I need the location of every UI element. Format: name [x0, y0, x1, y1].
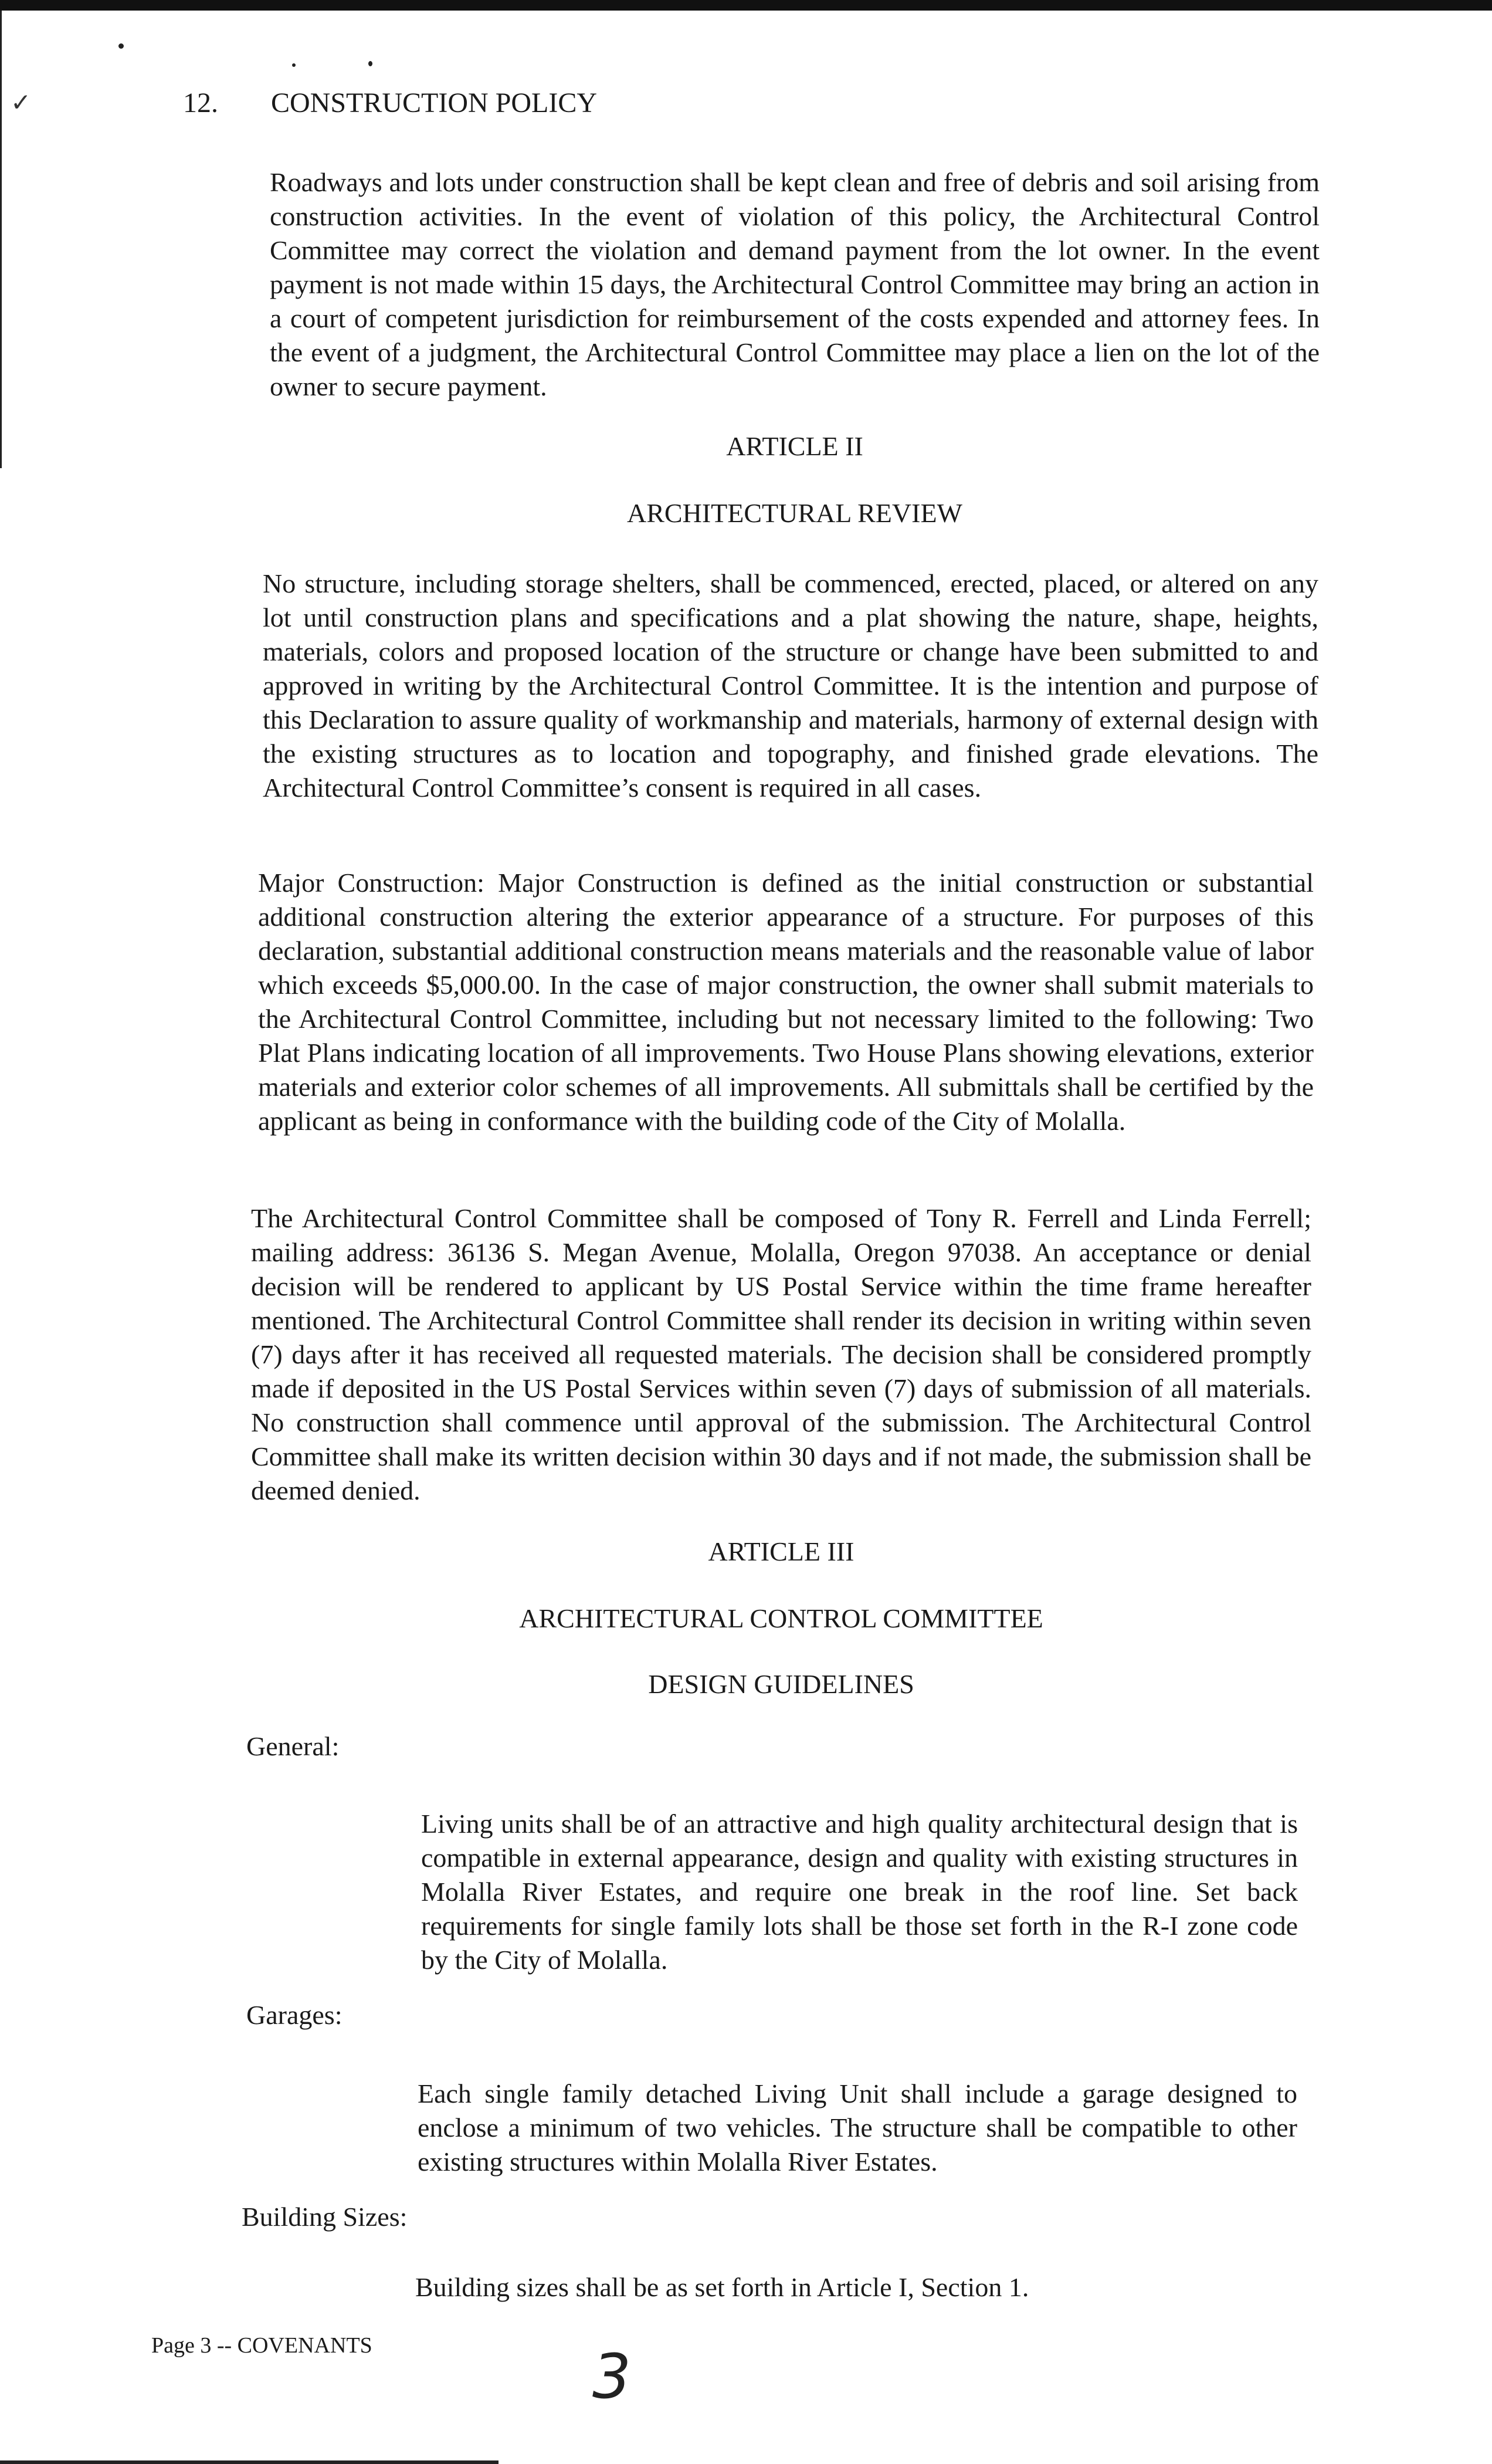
garages-label: Garages: [246, 2000, 343, 2030]
page-footer: Page 3 -- COVENANTS [151, 2333, 372, 2358]
architectural-review-paragraph-3: The Architectural Control Committee shall be composed of Tony R. Ferrell and Linda Ferrell; mailing address: 36136 S. Megan Avenue, Molalla, Oregon 97038. An acceptance or denial decision will be rendered to applicant by US Postal Service within the time frame hereafter mentioned. The Architectural Control Committee shall render its decision in writing within seven (7) days after it has received all requested materials. The decision shall be considered promptly made if deposited in the US Postal Services within seven (7) days of submission of all materials. No construction shall commence until approval of the submission. The Architectural Control Committee shall make its written decision within 30 days and if not made, the submission shall be deemed denied. [251, 1203, 1311, 1505]
building-sizes-text: Building sizes shall be as set forth in Article I, Section 1. [415, 2272, 1029, 2302]
garages-text: Each single family detached Living Unit shall include a garage designed to enclose a minimum of two vehicles. The structure shall be compatible to other existing structures within Molalla River Estates. [418, 2079, 1297, 2177]
article-3-subheading: ARCHITECTURAL CONTROL COMMITTEE [519, 1603, 1043, 1633]
scan-border-top [0, 0, 1492, 11]
construction-policy-paragraph: Roadways and lots under construction shall be kept clean and free of debris and soil arising from construction activities. In the event of violation of this policy, the Architectural Control Committee may correct the violation and demand payment from the lot owner. In the event payment is not made within 15 days, the Architectural Control Committee may bring an action in a court of competent jurisdiction for reimbursement of the costs expended and attorney fees. In the event of a judgment, the Architectural Control Committee may place a lien on the lot of the owner to secure payment. [270, 167, 1320, 401]
architectural-review-paragraph-1: No structure, including storage shelters, shall be commenced, erected, placed, or altered on any lot until construction plans and specifications and a plat showing the nature, shape, heights, materials, colors and proposed location of the structure or change have been submitted to and approved in writing by the Architectural Control Committee. It is the intention and purpose of this Declaration to assure quality of workmanship and materials, harmony of external design with the existing structures as to location and topography, and finished grade elevations. The Architectural Control Committee’s consent is required in all cases. [263, 568, 1318, 803]
general-text: Living units shall be of an attractive and high quality architectural design that is compatible in external appearance, design and quality with existing structures in Molalla River Estates, and require one break in the roof line. Set back requirements for single family lots shall be those set forth in the R-I zone code by the City of Molalla. [421, 1809, 1298, 1975]
design-guidelines-heading: DESIGN GUIDELINES [648, 1669, 914, 1699]
scan-border-left [0, 11, 2, 468]
handwritten-page-number: 3 [592, 2341, 632, 2412]
check-mark-icon: ✓ [11, 90, 32, 117]
scan-speck [118, 43, 124, 49]
article-2-subheading: ARCHITECTURAL REVIEW [627, 498, 962, 528]
section-title: CONSTRUCTION POLICY [271, 87, 598, 119]
section-number: 12. [183, 87, 218, 119]
scan-speck [292, 63, 296, 67]
scan-border-bottom [0, 2460, 499, 2464]
article-2-heading: ARTICLE II [726, 431, 863, 461]
scan-speck [368, 61, 372, 66]
general-label: General: [246, 1731, 340, 1761]
building-sizes-label: Building Sizes: [242, 2202, 408, 2232]
article-3-heading: ARTICLE III [708, 1536, 854, 1566]
architectural-review-paragraph-2: Major Construction: Major Construction is defined as the initial construction or substantial additional construction altering the exterior appearance of a structure. For purposes of this declaration, substantial additional construction means materials and the reasonable value of labor which exceeds $5,000.00. In the case of major construction, the owner shall submit materials to the Architectural Control Committee, including but not necessary limited to the following: Two Plat Plans indicating location of all improvements. Two House Plans showing elevations, exterior materials and exterior color schemes of all improvements. All submittals shall be certified by the applicant as being in conformance with the building code of the City of Molalla. [258, 868, 1314, 1136]
